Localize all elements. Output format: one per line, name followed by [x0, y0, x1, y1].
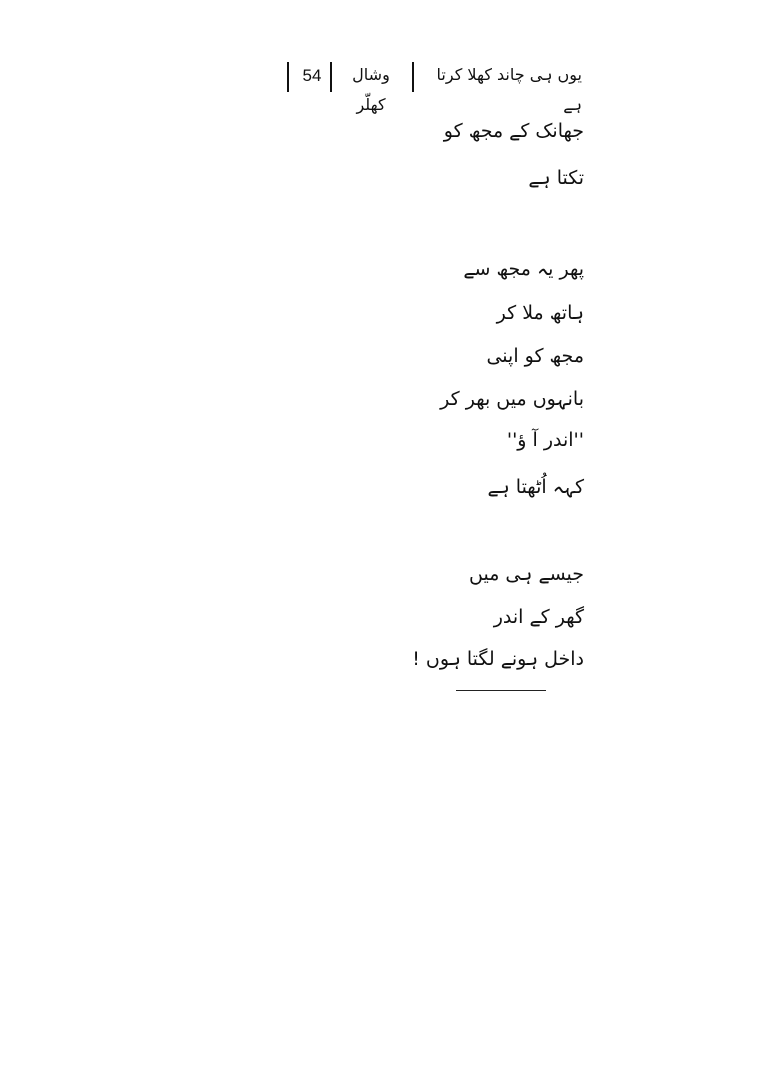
book-title: یوں ہی چاند کھلا کرتا ہے [436, 65, 582, 114]
poem-line: تکتا ہے [528, 167, 584, 189]
poem-line: جھانک کے مجھ کو [443, 120, 584, 142]
page-number: 54 [302, 66, 322, 85]
poem-end-rule [456, 690, 546, 691]
header-divider [412, 62, 414, 92]
poem-line: جیسے ہی میں [469, 563, 584, 585]
poem-line: ہاتھ ملا کر [496, 302, 584, 324]
poem-line: کہہ اُٹھتا ہے [487, 476, 584, 498]
poem-line: بانہوں میں بھر کر [440, 388, 584, 410]
header-divider [287, 62, 289, 92]
poem-line: ''اندر آ ؤ'' [506, 429, 584, 451]
poem-line: داخل ہونے لگتا ہوں ! [412, 648, 584, 670]
header-divider [330, 62, 332, 92]
page-header [282, 54, 582, 114]
poem-line: گھر کے اندر [493, 606, 584, 628]
author-name: وشال کھلّر [352, 65, 390, 114]
poem-line: پھر یہ مجھ سے [463, 258, 584, 280]
poem-line: مجھ کو اپنی [486, 345, 584, 367]
